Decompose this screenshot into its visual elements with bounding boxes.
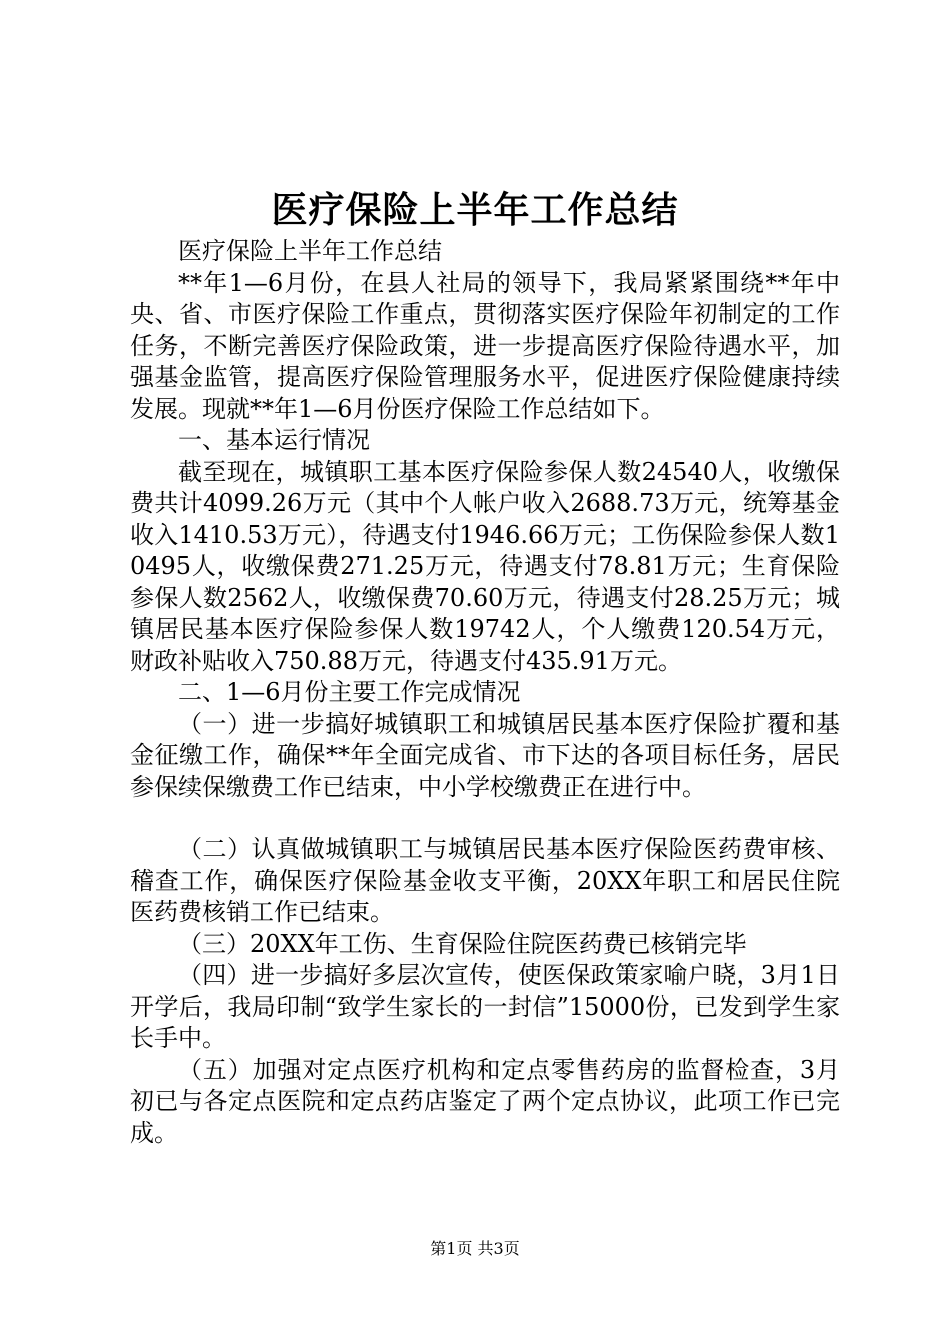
- paragraph-intro: **年1—6月份，在县人社局的领导下，我局紧紧围绕**年中央、省、市医疗保险工作重点，贯彻落实医疗保险年初制定的工作任务，不断完善医疗保险政策，进一步提高医疗保险待遇水平，加强基金监管，提高医疗保险管理服务水平，促进医疗保险健康持续发展。现就**年1—6月份医疗保险工作总结如下。: [130, 268, 840, 423]
- paragraph-item-3: （三）20XX年工伤、生育保险住院医药费已核销完毕: [178, 929, 747, 958]
- paragraph-heading-repeat: 医疗保险上半年工作总结: [178, 237, 442, 265]
- paragraph-item-2: （二）认真做城镇职工与城镇居民基本医疗保险医药费审核、稽查工作，确保医疗保险基金收支平衡，20XX年职工和居民住院医药费核销工作已结束。: [130, 835, 840, 926]
- paragraph-item-4: （四）进一步搞好多层次宣传，使医保政策家喻户晓，3月1日开学后，我局印制“致学生家长的一封信”15000份，已发到学生家长手中。: [130, 961, 840, 1052]
- document-body: [130, 236, 840, 1149]
- paragraph-statistics: 截至现在，城镇职工基本医疗保险参保人数24540人，收缴保费共计4099.26万元（其中个人帐户收入2688.73万元，统筹基金收入1410.53万元），待遇支付1946.66万元；工伤保险参保人数10495人，收缴保费271.25万元，待遇支付78.81万元；生育保险参保人数2562人，收缴保费70.60万元，待遇支付28.25万元；城镇居民基本医疗保险参保人数19742人，个人缴费120.54万元，财政补贴收入750.88万元，待遇支付435.91万元。: [130, 457, 840, 675]
- paragraph-item-5: （五）加强对定点医疗机构和定点零售药房的监督检查，3月初已与各定点医院和定点药店鉴定了两个定点协议，此项工作已完成。: [130, 1055, 840, 1147]
- page-footer: 第1页 共3页: [430, 1239, 520, 1258]
- section-heading-main-work: 二、1—6月份主要工作完成情况: [178, 678, 521, 706]
- section-heading-basic-operation: 一、基本运行情况: [178, 426, 370, 454]
- paragraph-item-1: （一）进一步搞好城镇职工和城镇居民基本医疗保险扩覆和基金征缴工作，确保**年全面完成省、市下达的各项目标任务，居民参保续保缴费工作已结束，中小学校缴费正在进行中。: [130, 709, 840, 801]
- document-title: 医疗保险上半年工作总结: [271, 189, 679, 231]
